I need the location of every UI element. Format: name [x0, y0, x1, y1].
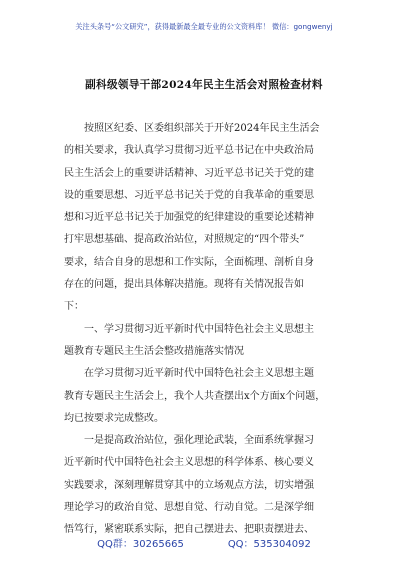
- qq-group-text: QQ群：30265665: [97, 539, 184, 550]
- paragraph-line: 悟笃行，紧密联系实际，把自己摆进去、把职责摆进去、: [64, 524, 314, 536]
- paragraph-line: 理论学习的政治自觉、思想自觉、行动自觉。二是深学细: [64, 502, 314, 514]
- paragraph-line: 在学习贯彻习近平新时代中国特色社会主义思想主题: [84, 368, 314, 380]
- paragraph-line: 想和习近平总书记关于加强党的纪律建设的重要论述精神: [64, 212, 314, 224]
- paragraph-line: 存在的问题，提出具体解决措施。现将有关情况报告如: [64, 279, 304, 291]
- document-body: [64, 118, 356, 542]
- paragraph-line: 均已按要求完成整改。: [64, 412, 164, 424]
- paragraph-line: 下：: [64, 301, 84, 313]
- paragraph-line: 设的重要思想、习近平总书记关于党的自我革命的重要思: [64, 189, 314, 201]
- paragraph-line: 教育专题民主生活会上，我个人共查摆出x个方面x个问题，: [64, 390, 326, 402]
- contact-footer: [0, 535, 408, 550]
- section-heading-line: 一、学习贯彻习近平新时代中国特色社会主义思想主: [84, 323, 314, 335]
- paragraph-line: 实践要求，深刻理解贯穿其中的立场观点方法，切实增强: [64, 479, 314, 491]
- document-title: 副科级领导干部2024年民主生活会对照检查材料: [85, 79, 323, 91]
- paragraph-line: 民主生活会上的重要讲话精神、习近平总书记关于党的建: [64, 167, 314, 179]
- promo-banner: 关注头条号“公文研究”，获得最新最全最专业的公文资料库！ 微信：gongwenyj: [75, 22, 333, 31]
- paragraph-line: 近平新时代中国特色社会主义思想的科学体系、核心要义: [64, 457, 314, 469]
- paragraph-line: 的相关要求，我认真学习贯彻习近平总书记在中央政治局: [64, 145, 314, 157]
- qq-number-text: QQ：535304092: [227, 539, 311, 550]
- paragraph-line: 要求，结合自身的思想和工作实际，全面梳理、剖析自身: [64, 256, 314, 268]
- section-heading-line: 题教育专题民主生活会整改措施落实情况: [64, 345, 244, 357]
- paragraph-line: 按照区纪委、区委组织部关于开好2024年民主生活会: [84, 123, 320, 134]
- paragraph-line: 一是提高政治站位，强化理论武装，全面系统掌握习: [84, 435, 314, 447]
- paragraph-line: 打牢思想基础、提高政治站位，对照规定的“四个带头”: [64, 234, 305, 246]
